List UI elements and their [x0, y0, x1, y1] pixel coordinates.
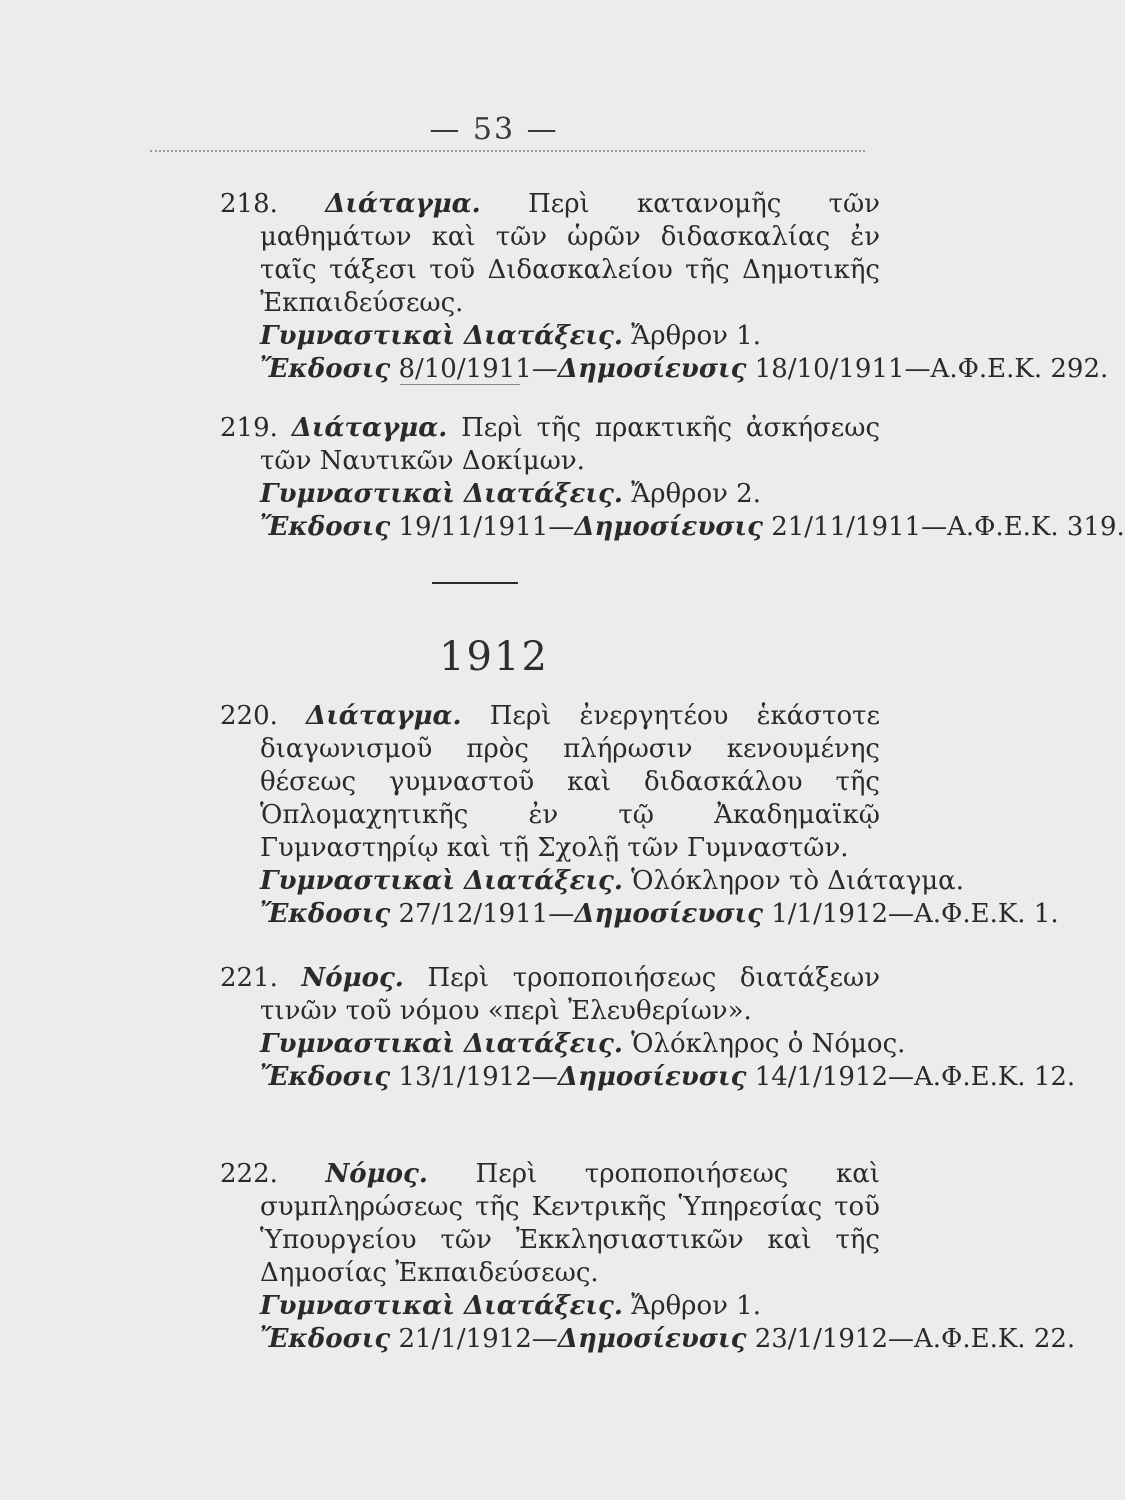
year-heading: 1912: [439, 634, 549, 680]
provisions-label: Γυμναστικαὶ Διατάξεις.: [260, 866, 623, 896]
entry-number: 219.: [220, 413, 278, 443]
publication-label: Δημοσίευσις: [574, 899, 763, 929]
publication-label: Δημοσίευσις: [574, 512, 763, 542]
issue-line: [220, 1061, 1076, 1094]
entry-title-text: Περὶ τροποποιήσεως διατάξεων τινῶν τοῦ νόμου «περὶ Ἐλευθερίων».: [260, 963, 881, 1026]
publication-label: Δημοσίευσις: [557, 1062, 747, 1092]
publication-ref: 21/11/1911—Α.Φ.Ε.Κ. 319.: [771, 512, 1125, 542]
publication-label: Δημοσίευσις: [557, 1324, 747, 1354]
entry-title-text: Περὶ τροποποιήσεως καὶ συμπληρώσεως τῆς Κεντρικῆς Ὑπηρεσίας τοῦ Ὑπουργείου τῶν Ἐκκλησιαστικῶν καὶ τῆς Δημοσίας Ἐκπαιδεύσεως.: [260, 1159, 880, 1288]
entry-219: [220, 412, 1125, 544]
provisions-label: Γυμναστικαὶ Διατάξεις.: [260, 1291, 623, 1321]
entry-222: [220, 1158, 1076, 1356]
publication-label: Δημοσίευσις: [557, 354, 747, 384]
entry-title: [220, 412, 880, 478]
entry-number: 220.: [220, 701, 278, 731]
issue-label: Ἔκδοσις: [260, 354, 391, 384]
entry-kind: Νόμος.: [301, 963, 404, 993]
issue-date: 27/12/1911—: [398, 899, 575, 929]
page-number: — 53 —: [429, 112, 559, 147]
issue-label: Ἔκδοσις: [260, 1324, 391, 1354]
issue-date: 8/10/1911—: [398, 354, 558, 384]
entry-221: [220, 962, 1076, 1094]
issue-date: 21/1/1912—: [398, 1324, 558, 1354]
issue-date: 13/1/1912—: [398, 1062, 558, 1092]
issue-label: Ἔκδοσις: [260, 1062, 391, 1092]
entry-220: [220, 700, 1059, 931]
provisions-label: Γυμναστικαὶ Διατάξεις.: [260, 479, 623, 509]
entry-number: 222.: [220, 1159, 278, 1189]
entry-title: [220, 1158, 880, 1290]
provisions-line: [220, 478, 880, 511]
provisions-value: Ἄρθρον 1.: [631, 1291, 761, 1321]
entry-title-text: Περὶ ἐνεργητέου ἑκάστοτε διαγωνισμοῦ πρὸς πλήρωσιν κενουμένης θέσεως γυμναστοῦ καὶ διδασκάλου τῆς Ὁπλομαχητικῆς ἐν τῷ Ἀκαδημαϊκῷ Γυμναστηρίῳ καὶ τῇ Σχολῇ τῶν Γυμναστῶν.: [260, 701, 880, 863]
provisions-line: [220, 1028, 906, 1061]
entry-kind: Νόμος.: [325, 1159, 428, 1189]
provisions-line: [220, 865, 964, 898]
entry-title-text: Περὶ τῆς πρακτικῆς ἀσκήσεως τῶν Ναυτικῶν Δοκίμων.: [260, 413, 881, 476]
entry-title: [220, 188, 880, 320]
entry-kind: Διάταγμα.: [291, 413, 448, 443]
entry-number: 218.: [220, 189, 278, 219]
entry-kind: Διάταγμα.: [306, 701, 462, 731]
publication-ref: 1/1/1912—Α.Φ.Ε.Κ. 1.: [771, 899, 1059, 929]
issue-line: [220, 1323, 1076, 1356]
provisions-label: Γυμναστικαὶ Διατάξεις.: [260, 321, 623, 351]
header-divider: [150, 150, 865, 152]
year-divider: [432, 582, 518, 584]
issue-date: 19/11/1911—: [398, 512, 575, 542]
entry-218: [220, 188, 1109, 386]
publication-ref: 18/10/1911—Α.Φ.Ε.Κ. 292.: [754, 354, 1109, 384]
provisions-label: Γυμναστικαὶ Διατάξεις.: [260, 1029, 623, 1059]
entry-title-text: Περὶ κατανομῆς τῶν μαθημάτων καὶ τῶν ὡρῶν διδασκαλίας ἐν ταῖς τάξεσι τοῦ Διδασκαλείου τῆς Δημοτικῆς Ἐκπαιδεύσεως.: [260, 189, 880, 318]
publication-ref: 23/1/1912—Α.Φ.Ε.Κ. 22.: [754, 1324, 1076, 1354]
provisions-line: [220, 1290, 880, 1323]
issue-line: [220, 353, 1109, 386]
issue-label: Ἔκδοσις: [260, 512, 391, 542]
provisions-value: Ὁλόκληρος ὁ Νόμος.: [631, 1029, 906, 1059]
publication-ref: 14/1/1912—Α.Φ.Ε.Κ. 12.: [754, 1062, 1076, 1092]
entry-number: 221.: [220, 963, 278, 993]
entry-kind: Διάταγμα.: [325, 189, 481, 219]
entry-title: [220, 962, 880, 1028]
entry-title: [220, 700, 880, 865]
entry-divider: [400, 384, 520, 385]
provisions-value: Ὁλόκληρον τὸ Διάταγμα.: [631, 866, 964, 896]
issue-line: [220, 511, 1125, 544]
provisions-line: [220, 320, 880, 353]
issue-line: [220, 898, 1059, 931]
issue-label: Ἔκδοσις: [260, 899, 391, 929]
provisions-value: Ἄρθρον 2.: [631, 479, 761, 509]
provisions-value: Ἄρθρον 1.: [631, 321, 761, 351]
